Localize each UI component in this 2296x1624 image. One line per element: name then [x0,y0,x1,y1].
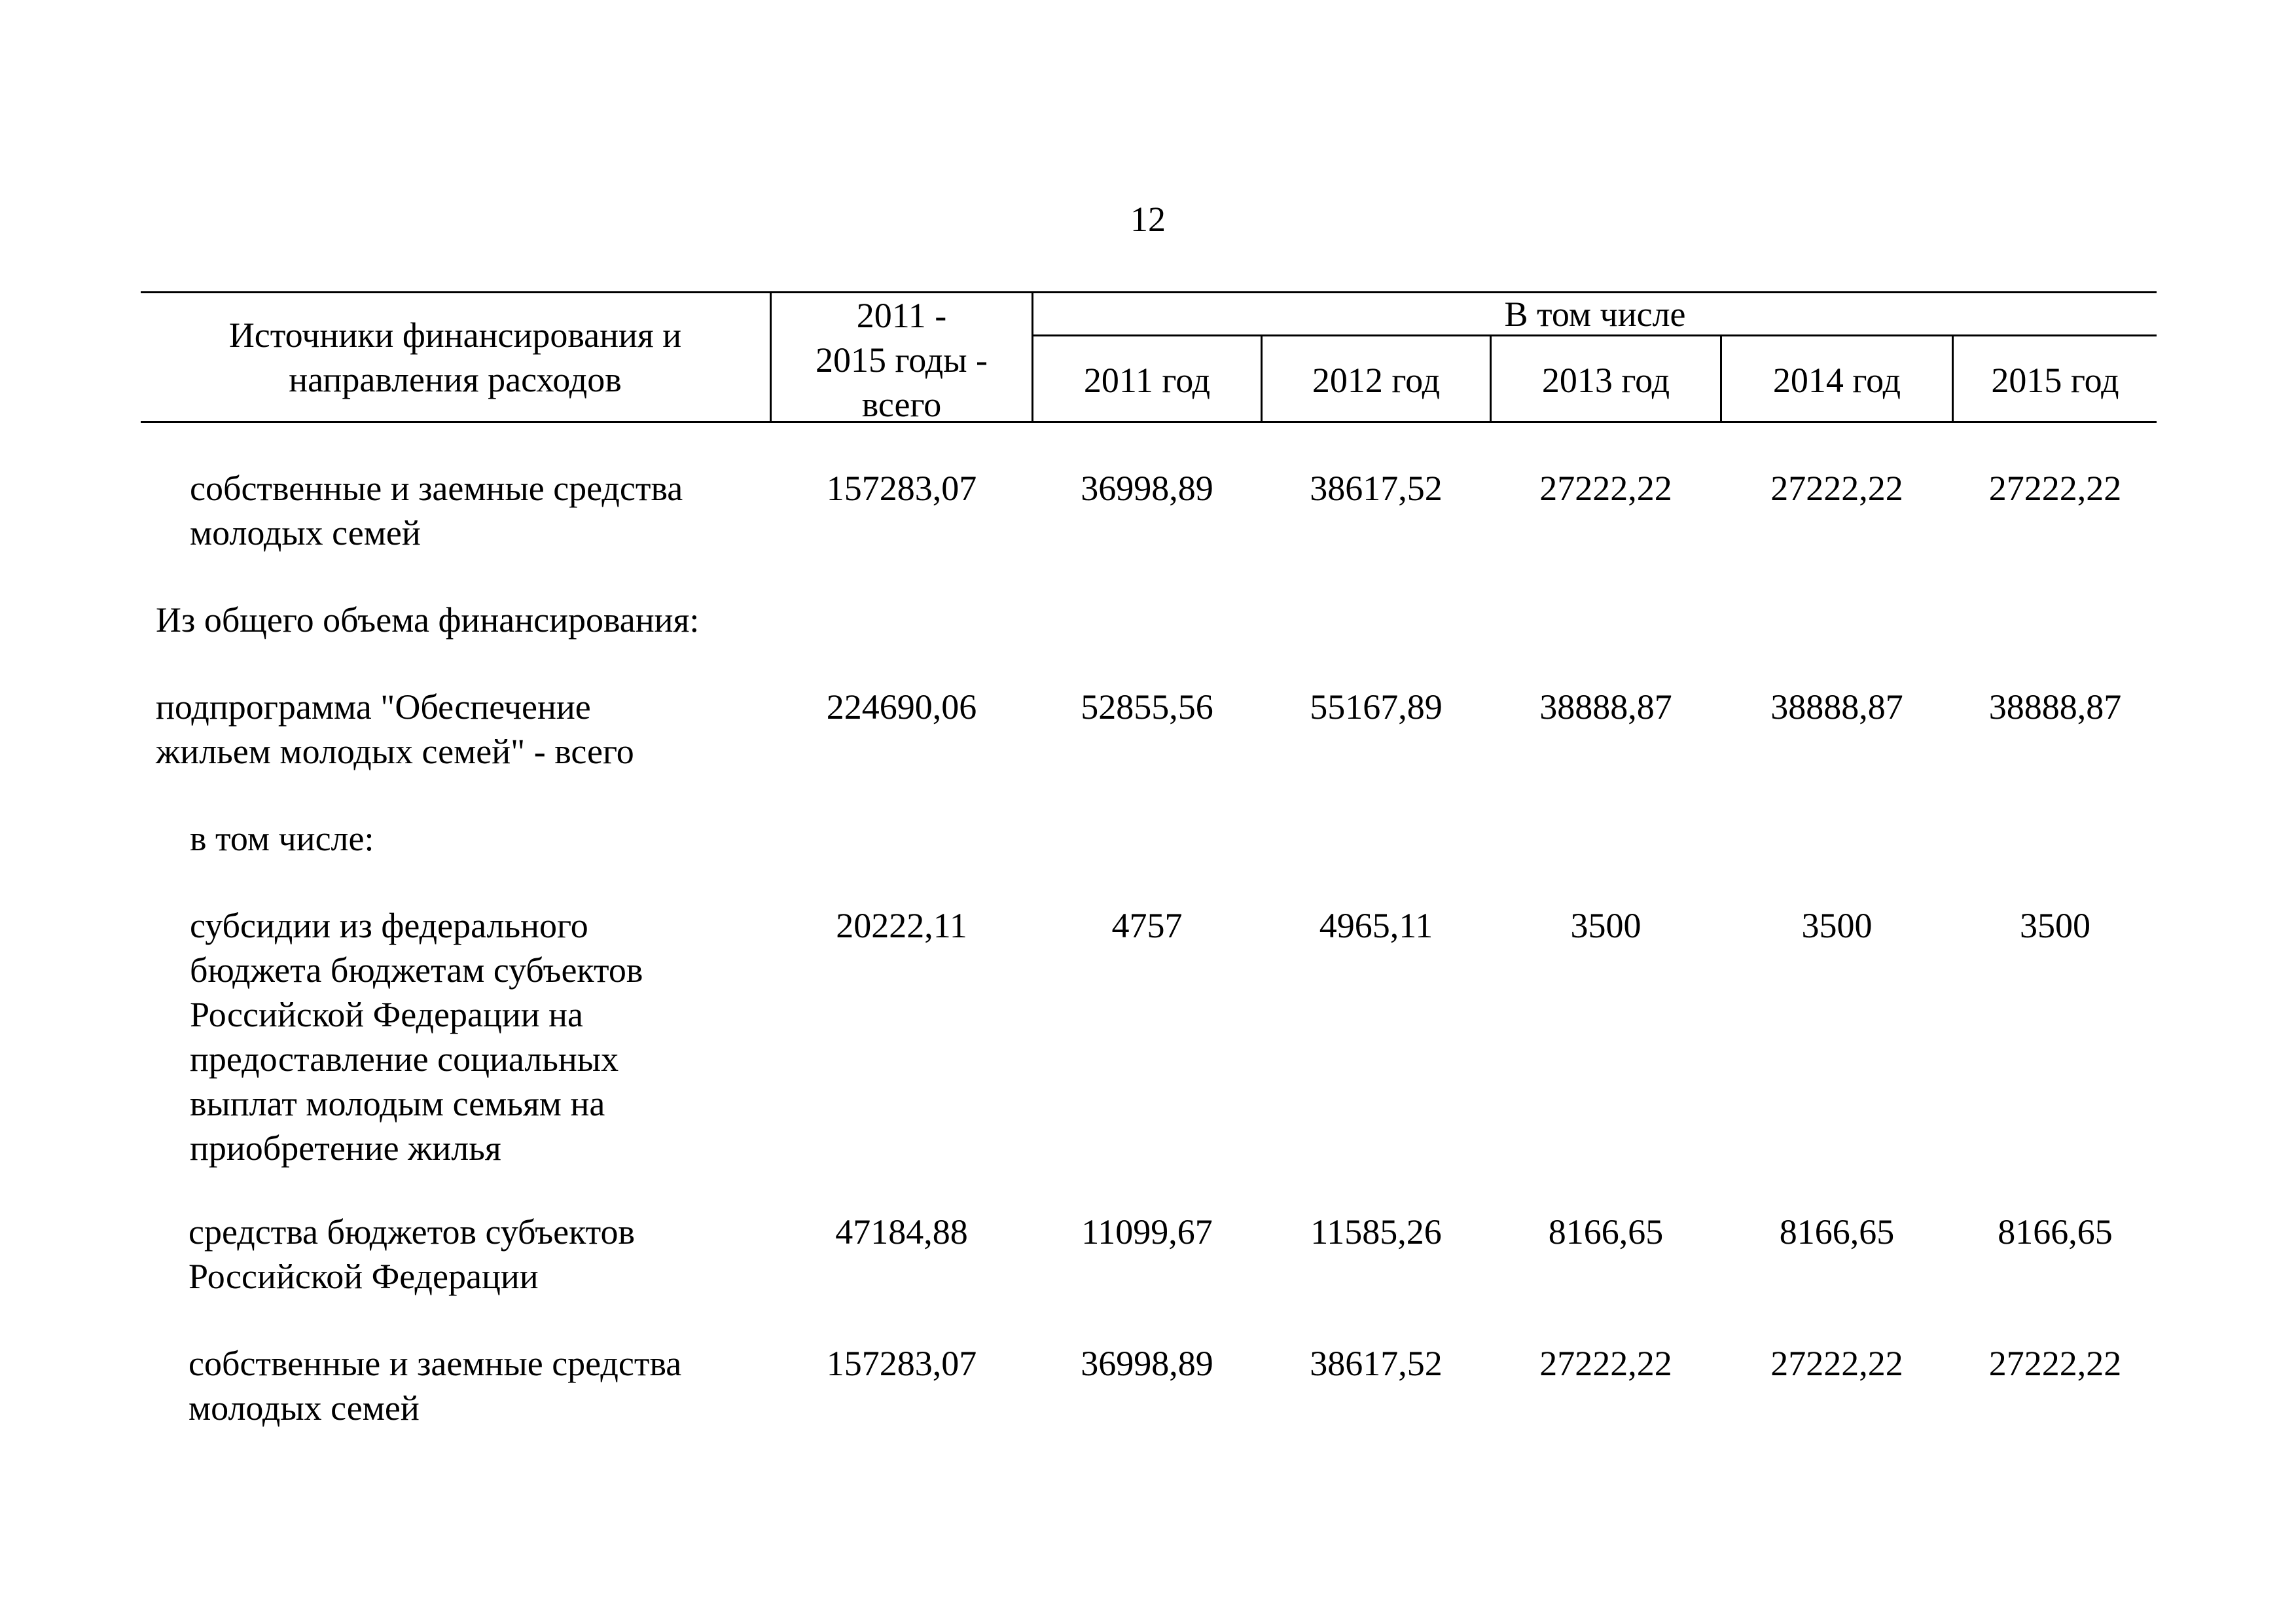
row-value: 38888,87 [1770,687,1903,727]
row-label-line: подпрограмма "Обеспечение [156,687,591,727]
row-label-line: жильем молодых семей" - всего [156,732,634,771]
row-value: 3500 [2020,906,2090,945]
row-total: 47184,88 [835,1212,968,1252]
header-year: 2011 год [1083,361,1211,400]
row-label [188,1341,681,1430]
row-label-line: средства бюджетов субъектов [188,1212,635,1252]
row-value: 27222,22 [1770,469,1903,508]
row-value: 4965,11 [1319,906,1433,945]
row-value: 27222,22 [1988,469,2122,508]
row-label-line: собственные и заемные средства [190,469,683,508]
row-value: 11585,26 [1310,1212,1442,1252]
row-label-line: Российской Федерации на [190,995,584,1034]
row-label [156,685,634,774]
row-value: 3500 [1801,906,1873,945]
header-total [772,293,1031,427]
page-number: 12 [1130,200,1166,239]
header-total-line: 2015 годы - [816,340,988,380]
section-label: Из общего объема финансирования: [156,600,700,640]
row-label-line: молодых семей [190,513,421,552]
row-value: 27222,22 [1770,1344,1903,1383]
row-label-line: предоставление социальных [190,1039,619,1079]
row-value: 36998,89 [1081,1344,1213,1383]
header-bottom-rule [141,421,2157,423]
row-label-line: молодых семей [188,1388,420,1428]
row-total: 157283,07 [826,1344,977,1383]
row-value: 27222,22 [1988,1344,2122,1383]
row-value: 27222,22 [1539,469,1672,508]
row-value: 4757 [1111,906,1183,945]
row-label-line: приобретение жилья [190,1128,501,1168]
row-label-line: выплат молодым семьям на [190,1084,605,1123]
row-label [190,466,683,555]
header-year: 2015 год [1991,361,2119,400]
row-label-line: собственные и заемные средства [188,1344,682,1383]
row-value: 3500 [1570,906,1641,945]
header-source-line: Источники финансирования и [228,316,682,355]
row-label-line: субсидии из федерального [190,906,588,945]
row-label-line: бюджета бюджетам субъектов [190,950,643,990]
row-label [190,903,643,1170]
row-label-line: Российской Федерации [188,1257,539,1296]
row-value: 8166,65 [1779,1212,1895,1252]
row-total: 224690,06 [826,687,977,727]
header-total-line: всего [861,385,942,424]
header-group-label: В том числе [1504,295,1686,334]
header-total-line: 2011 - [856,296,947,335]
row-value: 55167,89 [1310,687,1443,727]
row-value: 8166,65 [1548,1212,1664,1252]
row-label [188,1210,635,1299]
header-year: 2012 год [1312,361,1441,400]
row-value: 52855,56 [1081,687,1213,727]
row-value: 38888,87 [1539,687,1672,727]
row-value: 27222,22 [1539,1344,1672,1383]
header-source-line: направления расходов [289,360,622,399]
header-source [141,313,770,402]
row-total: 20222,11 [836,906,967,945]
row-value: 38617,52 [1310,1344,1443,1383]
header-year: 2013 год [1541,361,1670,400]
row-value: 38888,87 [1988,687,2122,727]
row-value: 38617,52 [1310,469,1443,508]
row-value: 8166,65 [1998,1212,2113,1252]
section-label: в том числе: [190,819,374,858]
row-value: 36998,89 [1081,469,1213,508]
header-year: 2014 год [1772,361,1901,400]
row-total: 157283,07 [826,469,977,508]
row-value: 11099,67 [1081,1212,1213,1252]
